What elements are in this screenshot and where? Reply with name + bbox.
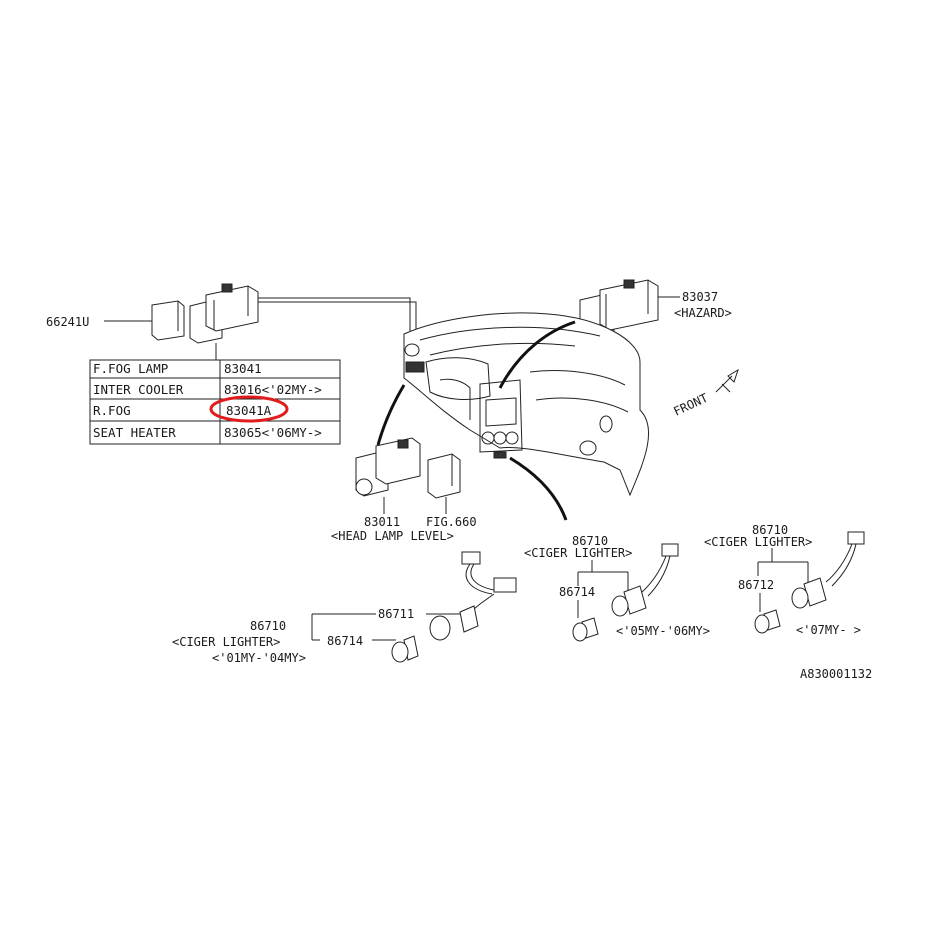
- fig660-part: [428, 454, 460, 498]
- table-row-1-name: INTER COOLER: [93, 382, 184, 397]
- label-left-years: <'01MY-'04MY>: [212, 651, 306, 665]
- label-left-ciger: <CIGER LIGHTER>: [172, 635, 281, 649]
- front-arrow: [716, 370, 738, 392]
- table-row-0-code: 83041: [224, 361, 262, 376]
- label-head-lamp-level: <HEAD LAMP LEVEL>: [331, 529, 454, 543]
- label-front: FRONT: [671, 390, 711, 419]
- blank-cap-66241u: [152, 301, 184, 340]
- label-mid-86714: 86714: [559, 585, 596, 599]
- table-row-2-name: R.FOG: [93, 403, 131, 418]
- label-66241u: 66241U: [46, 315, 90, 329]
- label-left-86710: 86710: [250, 619, 287, 633]
- table-row-3-name: SEAT HEATER: [93, 425, 176, 440]
- label-left-86711: 86711: [378, 607, 415, 621]
- head-lamp-level-switch: [356, 438, 420, 496]
- diagram-id: A830001132: [800, 667, 873, 681]
- table-row-2-code: 83041A: [226, 403, 272, 418]
- table-row-1-code: 83016<'02MY->: [224, 382, 322, 397]
- label-hazard: <HAZARD>: [674, 306, 732, 320]
- label-right-86710: 86710: [752, 523, 789, 537]
- label-right-years: <'07MY- >: [796, 623, 862, 637]
- label-right-86712: 86712: [738, 578, 775, 592]
- label-fig660: FIG.660: [426, 515, 477, 529]
- switch-assembly: [190, 284, 258, 343]
- label-mid-ciger: <CIGER LIGHTER>: [524, 546, 633, 560]
- label-right-ciger: <CIGER LIGHTER>: [704, 535, 813, 549]
- table-row-0-name: F.FOG LAMP: [93, 361, 169, 376]
- label-83037: 83037: [682, 290, 719, 304]
- table-row-3-code: 83065<'06MY->: [224, 425, 322, 440]
- label-83011: 83011: [364, 515, 401, 529]
- label-left-86714: 86714: [327, 634, 364, 648]
- label-mid-years: <'05MY-'06MY>: [616, 624, 710, 638]
- label-mid-86710: 86710: [572, 534, 609, 548]
